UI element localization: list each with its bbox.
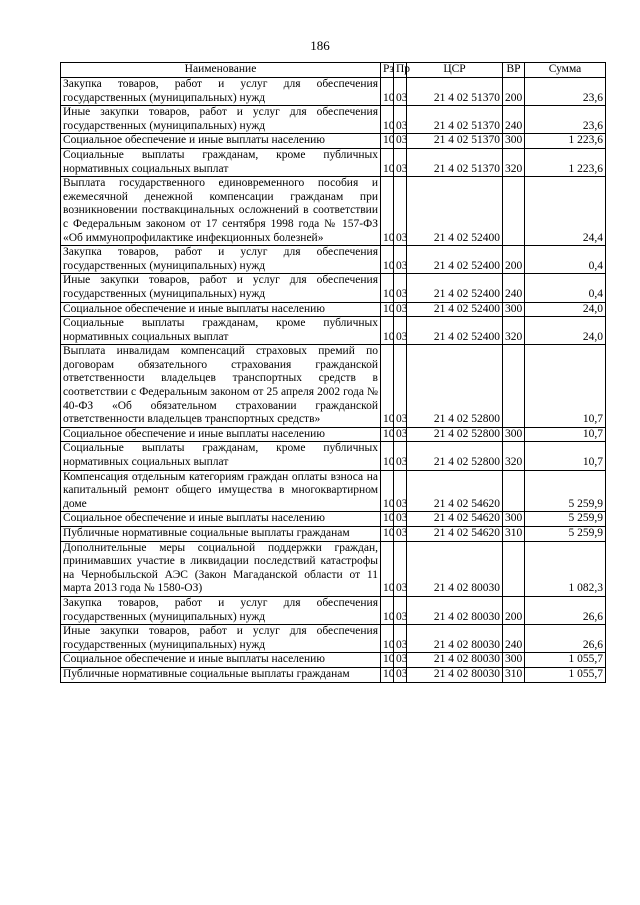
cell-rz: 10: [381, 177, 394, 246]
header-csr: ЦСР: [407, 63, 503, 78]
table-row: [61, 667, 606, 682]
cell-name: Социальные выплаты гражданам, кроме публичных нормативных социальных выплат: [61, 442, 381, 470]
cell-name: Иные закупки товаров, работ и услуг для обеспечения государственных (муниципальных) нужд: [61, 106, 381, 134]
cell-csr: 21 4 02 52400: [407, 177, 503, 246]
cell-name: Дополнительные меры социальной поддержки граждан, принимавших участие в ликвидации последствий катастрофы на Чернобыльской АЭС (Закон Магаданской области от 11 марта 2013 года № 1580-ОЗ): [61, 541, 381, 596]
cell-pr: 03: [394, 106, 407, 134]
cell-sum: 1 223,6: [525, 134, 606, 149]
cell-csr: 21 4 02 80030: [407, 625, 503, 653]
cell-csr: 21 4 02 52800: [407, 427, 503, 442]
cell-rz: 10: [381, 427, 394, 442]
cell-name: Закупка товаров, работ и услуг для обеспечения государственных (муниципальных) нужд: [61, 246, 381, 274]
budget-table: [60, 62, 606, 683]
cell-csr: 21 4 02 51370: [407, 78, 503, 106]
cell-sum: 24,4: [525, 177, 606, 246]
table-header-row: [61, 63, 606, 78]
cell-name: Иные закупки товаров, работ и услуг для обеспечения государственных (муниципальных) нужд: [61, 274, 381, 302]
cell-csr: 21 4 02 52400: [407, 274, 503, 302]
cell-vr: 310: [503, 667, 525, 682]
cell-csr: 21 4 02 52400: [407, 317, 503, 345]
cell-rz: 10: [381, 78, 394, 106]
header-sum: Сумма: [525, 63, 606, 78]
cell-vr: 240: [503, 274, 525, 302]
cell-rz: 10: [381, 134, 394, 149]
cell-vr: 300: [503, 302, 525, 317]
cell-rz: 10: [381, 541, 394, 596]
cell-vr: 200: [503, 78, 525, 106]
cell-name: Социальное обеспечение и иные выплаты населению: [61, 427, 381, 442]
cell-name: Компенсация отдельным категориям граждан оплаты взноса на капитальный ремонт общего имущества в многоквартирном доме: [61, 470, 381, 512]
cell-rz: 10: [381, 470, 394, 512]
table-row: [61, 317, 606, 345]
cell-name: Выплата инвалидам компенсаций страховых премий по договорам обязательного страхования гражданской ответственности владельцев транспортных средств в соответствии с Федеральным законом от 25 апреля 2002 года № 40-ФЗ «Об обязательном страховании гражданской ответственности владельцев транспортных средств»: [61, 345, 381, 428]
header-rz: Рз: [381, 63, 394, 78]
cell-vr: 320: [503, 317, 525, 345]
cell-sum: 26,6: [525, 596, 606, 624]
cell-name: Выплата государственного единовременного пособия и ежемесячной денежной компенсации гражданам при возникновении поствакцинальных осложнений в соответствии с Федеральным законом от 17 сентября 1998 года № 157-ФЗ «Об иммунопрофилактике инфекционных болезней»: [61, 177, 381, 246]
header-pr: Пр: [394, 63, 407, 78]
cell-sum: 24,0: [525, 317, 606, 345]
cell-sum: 10,7: [525, 427, 606, 442]
cell-vr: 300: [503, 512, 525, 527]
table-row: [61, 470, 606, 512]
table-row: [61, 512, 606, 527]
cell-rz: 10: [381, 148, 394, 176]
cell-name: Публичные нормативные социальные выплаты гражданам: [61, 527, 381, 542]
cell-vr: 240: [503, 106, 525, 134]
header-name: Наименование: [61, 63, 381, 78]
cell-sum: 1 055,7: [525, 653, 606, 668]
cell-pr: 03: [394, 345, 407, 428]
cell-rz: 10: [381, 667, 394, 682]
table-row: [61, 148, 606, 176]
cell-rz: 10: [381, 246, 394, 274]
cell-pr: 03: [394, 541, 407, 596]
cell-csr: 21 4 02 52800: [407, 345, 503, 428]
cell-vr: 300: [503, 653, 525, 668]
cell-name: Закупка товаров, работ и услуг для обеспечения государственных (муниципальных) нужд: [61, 596, 381, 624]
cell-rz: 10: [381, 106, 394, 134]
table-row: [61, 527, 606, 542]
cell-vr: 320: [503, 442, 525, 470]
table-body: [61, 78, 606, 683]
cell-sum: 5 259,9: [525, 527, 606, 542]
cell-sum: 10,7: [525, 345, 606, 428]
cell-pr: 03: [394, 596, 407, 624]
cell-sum: 0,4: [525, 246, 606, 274]
cell-csr: 21 4 02 51370: [407, 106, 503, 134]
cell-csr: 21 4 02 52800: [407, 442, 503, 470]
cell-csr: 21 4 02 54620: [407, 512, 503, 527]
cell-sum: 24,0: [525, 302, 606, 317]
table-row: [61, 427, 606, 442]
cell-csr: 21 4 02 80030: [407, 667, 503, 682]
cell-pr: 03: [394, 625, 407, 653]
cell-csr: 21 4 02 80030: [407, 596, 503, 624]
cell-sum: 1 223,6: [525, 148, 606, 176]
cell-pr: 03: [394, 512, 407, 527]
cell-vr: [503, 345, 525, 428]
cell-pr: 03: [394, 317, 407, 345]
table-row: [61, 177, 606, 246]
cell-name: Социальные выплаты гражданам, кроме публичных нормативных социальных выплат: [61, 148, 381, 176]
cell-vr: 320: [503, 148, 525, 176]
cell-name: Социальное обеспечение и иные выплаты населению: [61, 653, 381, 668]
cell-csr: 21 4 02 80030: [407, 653, 503, 668]
cell-rz: 10: [381, 625, 394, 653]
cell-pr: 03: [394, 78, 407, 106]
table-row: [61, 78, 606, 106]
cell-csr: 21 4 02 52400: [407, 246, 503, 274]
cell-rz: 10: [381, 653, 394, 668]
cell-name: Публичные нормативные социальные выплаты гражданам: [61, 667, 381, 682]
cell-vr: 300: [503, 134, 525, 149]
cell-vr: [503, 470, 525, 512]
cell-sum: 1 055,7: [525, 667, 606, 682]
cell-csr: 21 4 02 51370: [407, 134, 503, 149]
cell-rz: 10: [381, 317, 394, 345]
cell-vr: [503, 541, 525, 596]
cell-csr: 21 4 02 52400: [407, 302, 503, 317]
cell-pr: 03: [394, 148, 407, 176]
cell-name: Социальное обеспечение и иные выплаты населению: [61, 134, 381, 149]
table-row: [61, 302, 606, 317]
cell-pr: 03: [394, 274, 407, 302]
cell-rz: 10: [381, 512, 394, 527]
table-row: [61, 541, 606, 596]
table-row: [61, 345, 606, 428]
cell-name: Социальное обеспечение и иные выплаты населению: [61, 512, 381, 527]
table-row: [61, 596, 606, 624]
cell-rz: 10: [381, 596, 394, 624]
table-row: [61, 653, 606, 668]
cell-sum: 10,7: [525, 442, 606, 470]
cell-rz: 10: [381, 302, 394, 317]
cell-pr: 03: [394, 302, 407, 317]
cell-sum: 5 259,9: [525, 470, 606, 512]
cell-vr: 240: [503, 625, 525, 653]
cell-csr: 21 4 02 54620: [407, 470, 503, 512]
cell-pr: 03: [394, 177, 407, 246]
cell-pr: 03: [394, 667, 407, 682]
cell-vr: 200: [503, 596, 525, 624]
cell-csr: 21 4 02 80030: [407, 541, 503, 596]
cell-vr: [503, 177, 525, 246]
cell-name: Социальные выплаты гражданам, кроме публичных нормативных социальных выплат: [61, 317, 381, 345]
cell-sum: 0,4: [525, 274, 606, 302]
cell-rz: 10: [381, 442, 394, 470]
cell-csr: 21 4 02 51370: [407, 148, 503, 176]
cell-vr: 310: [503, 527, 525, 542]
cell-sum: 5 259,9: [525, 512, 606, 527]
cell-sum: 23,6: [525, 78, 606, 106]
table-row: [61, 625, 606, 653]
page-number: 186: [310, 38, 330, 53]
cell-vr: 200: [503, 246, 525, 274]
cell-pr: 03: [394, 470, 407, 512]
cell-pr: 03: [394, 653, 407, 668]
cell-csr: 21 4 02 54620: [407, 527, 503, 542]
cell-sum: 1 082,3: [525, 541, 606, 596]
cell-sum: 23,6: [525, 106, 606, 134]
cell-name: Закупка товаров, работ и услуг для обеспечения государственных (муниципальных) нужд: [61, 78, 381, 106]
cell-sum: 26,6: [525, 625, 606, 653]
cell-pr: 03: [394, 442, 407, 470]
table-row: [61, 442, 606, 470]
cell-name: Социальное обеспечение и иные выплаты населению: [61, 302, 381, 317]
cell-pr: 03: [394, 134, 407, 149]
cell-rz: 10: [381, 345, 394, 428]
cell-rz: 10: [381, 527, 394, 542]
table-row: [61, 246, 606, 274]
table-row: [61, 274, 606, 302]
header-vr: ВР: [503, 63, 525, 78]
table-row: [61, 106, 606, 134]
cell-rz: 10: [381, 274, 394, 302]
cell-pr: 03: [394, 427, 407, 442]
cell-pr: 03: [394, 246, 407, 274]
cell-name: Иные закупки товаров, работ и услуг для обеспечения государственных (муниципальных) нужд: [61, 625, 381, 653]
table-row: [61, 134, 606, 149]
cell-vr: 300: [503, 427, 525, 442]
cell-pr: 03: [394, 527, 407, 542]
